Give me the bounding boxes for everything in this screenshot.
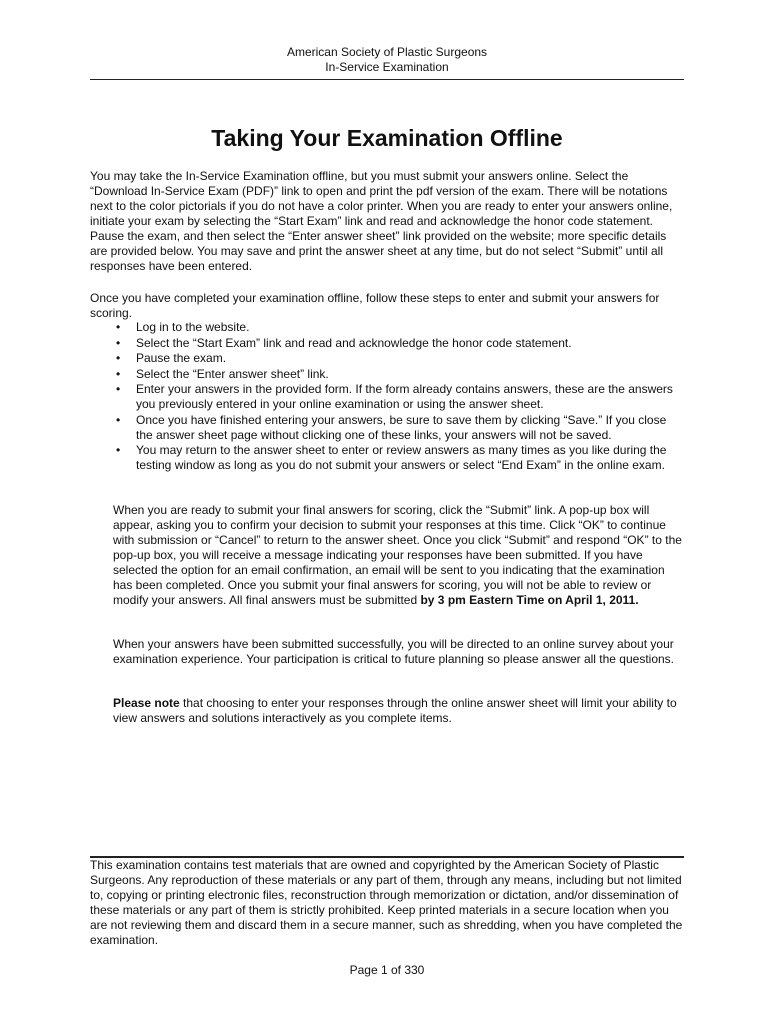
submit-paragraph bbox=[113, 503, 684, 608]
step-text: Once you have finished entering your answers, be sure to save them by clicking “Save.” If you close the answer sheet page without clicking one of these links, your answers will not be saved. bbox=[136, 412, 667, 442]
bullet-icon: • bbox=[116, 320, 121, 334]
page-number: Page 1 of 330 bbox=[349, 963, 425, 977]
page-header bbox=[90, 45, 684, 75]
bullet-icon: • bbox=[116, 382, 121, 396]
list-item bbox=[90, 443, 684, 473]
header-rule bbox=[90, 79, 684, 80]
step-text: Enter your answers in the provided form. If the form already contains answers, these are the answers you previously entered in your online examination or using the answer sheet. bbox=[136, 382, 673, 411]
deadline-text: by 3 pm Eastern Time on April 1, 2011. bbox=[420, 593, 639, 607]
list-item bbox=[90, 336, 684, 351]
success-paragraph: When your answers have been submitted successfully, you will be directed to an online survey about your examination experience. Your participation is critical to future planning so please answer all the questions. bbox=[113, 637, 674, 666]
steps-list bbox=[90, 320, 684, 474]
list-item bbox=[90, 351, 684, 366]
page-title: Taking Your Examination Offline bbox=[211, 125, 563, 151]
list-item bbox=[90, 382, 684, 412]
step-text: Select the “Start Exam” link and read and acknowledge the honor code statement. bbox=[136, 335, 572, 350]
bullet-icon: • bbox=[116, 412, 121, 427]
intro-paragraph: You may take the In-Service Examination offline, but you must submit your answers online. Select the “Download In-Service Exam (PDF)” link to open and print the pdf version of the exam. There will be notations next to the color pictorials if you do not have a color printer. When you are ready to enter your answers online, initiate your exam by selecting the “Start Exam” link and read and acknowledge the honor code statement. Pause the exam, and then select the “Enter answer sheet” link provided on the website; more specific details are provided below. You may save and print the answer sheet at any time, but do not select “Submit” until all responses have been entered. bbox=[90, 169, 673, 273]
header-exam-name: In-Service Examination bbox=[325, 60, 449, 74]
note-label: Please note bbox=[113, 696, 180, 710]
copyright-notice: This examination contains test materials that are owned and copyrighted by the American Society of Plastic Surgeons. Any reproduction of these materials or any part of them, through any means, including but not limited to, copying or printing electronic files, reconstruction through memorization or dictation, and/or dissemination of these materials or any part of them is strictly prohibited. Keep printed materials in a secure location when you are not reviewing them and discard them in a secure manner, such as shredding, when you have completed the examination. bbox=[90, 858, 683, 947]
bullet-icon: • bbox=[116, 335, 121, 350]
step-text: Log in to the website. bbox=[136, 320, 250, 334]
submit-text: When you are ready to submit your final answers for scoring, click the “Submit” link. A pop-up box will appear, asking you to confirm your decision to submit your responses at this time. Click “OK” to continue with submission or “Cancel” to return to the answer sheet. Once you click “Submit” and respond “OK” to the pop-up box, you will receive a message indicating your responses have been submitted. If you have selected the option for an email confirmation, an email will be sent to you indicating that the examination has been completed. Once you submit your final answers for scoring, you will not be able to review or modify your answers. All final answers must be submitted bbox=[113, 503, 682, 607]
list-item bbox=[90, 413, 684, 443]
bullet-icon: • bbox=[116, 366, 121, 381]
step-text: Pause the exam. bbox=[136, 351, 227, 365]
steps-intro-paragraph: Once you have completed your examination offline, follow these steps to enter and submit your answers for scoring. bbox=[90, 291, 660, 320]
list-item bbox=[90, 320, 684, 335]
list-item bbox=[90, 367, 684, 382]
step-text: You may return to the answer sheet to enter or review answers as many times as you like during the testing window as long as you do not submit your answers or select “End Exam” in the online exam. bbox=[136, 443, 667, 472]
header-organization: American Society of Plastic Surgeons bbox=[286, 45, 488, 59]
bullet-icon: • bbox=[116, 351, 121, 365]
note-paragraph bbox=[113, 696, 684, 726]
step-text: Select the “Enter answer sheet” link. bbox=[136, 366, 329, 381]
bullet-icon: • bbox=[116, 443, 121, 457]
note-text: that choosing to enter your responses through the online answer sheet will limit your ability to view answers and solutions interactively as you complete items. bbox=[113, 696, 677, 725]
